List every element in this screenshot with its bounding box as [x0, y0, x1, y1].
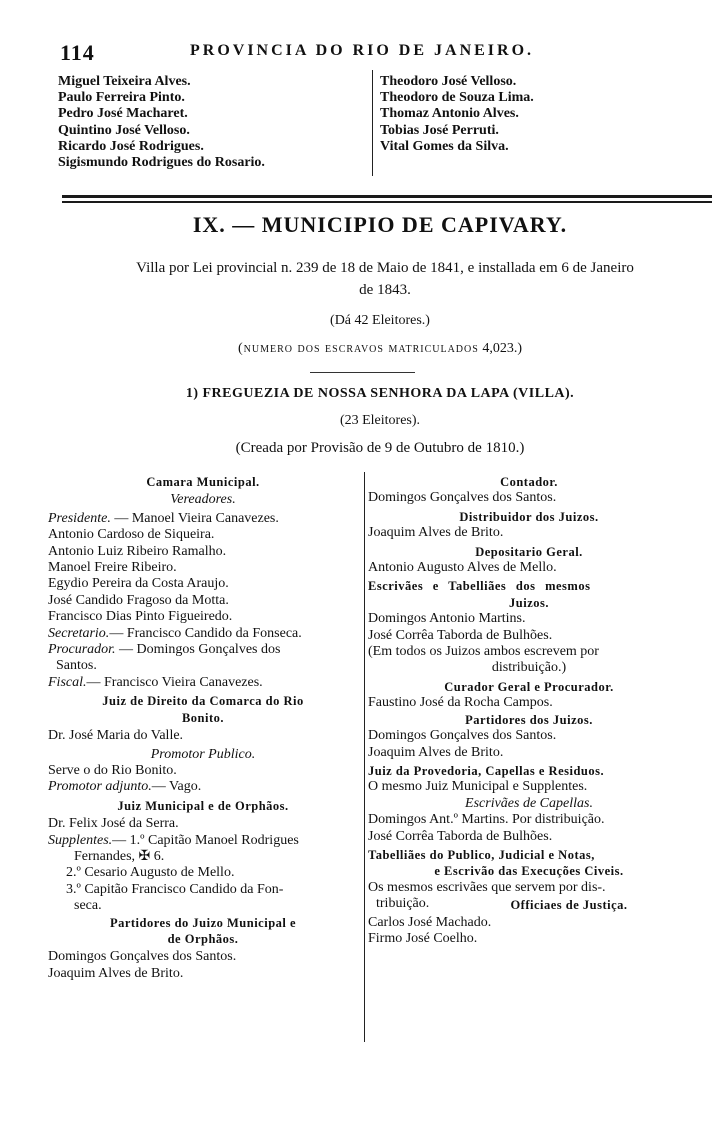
- list-item: Vital Gomes da Silva.: [380, 138, 509, 154]
- escravos-matriculados: [50, 341, 710, 357]
- supplente-3-cont: seca.: [74, 898, 102, 914]
- list-item: Domingos Antonio Martins.: [368, 611, 526, 627]
- list-item: José Corrêa Taborda de Bulhões.: [368, 828, 553, 844]
- list-item: Theodoro José Velloso.: [380, 74, 517, 89]
- curador-name: Faustino José da Rocha Campos.: [368, 695, 553, 711]
- procurador-name: — Domingos Gonçalves dos: [119, 642, 281, 658]
- partidores-juizos-heading: Partidores dos Juizos.: [465, 712, 593, 727]
- list-item: Antonio Cardoso de Siqueira.: [48, 527, 215, 543]
- list-item: Tobias José Perruti.: [380, 122, 499, 138]
- intro-line: Villa por Lei provincial n. 239 de 18 de Maio de 1841, e installada em 6 de Janeiro: [136, 260, 634, 276]
- depositario-name: Antonio Augusto Alves de Mello.: [368, 560, 557, 576]
- list-item: Domingos Gonçalves dos Santos.: [48, 949, 237, 965]
- list-item: Domingos Gonçalves dos Santos.: [368, 728, 557, 744]
- list-item: Francisco Dias Pinto Figueiredo.: [48, 609, 233, 625]
- promotor-adjunto-label: Promotor adjunto.: [48, 779, 152, 795]
- supplente-entry: [48, 833, 358, 849]
- juiz-direito-heading: Juiz de Direito da Comarca do Rio: [102, 694, 304, 709]
- list-item: Miguel Teixeira Alves.: [58, 74, 191, 89]
- municipio-eleitores: (Dá 42 Eleitores.): [330, 313, 430, 328]
- freguezia-creada: (Creada por Provisão de 9 de Outubro de 1810.): [235, 440, 525, 456]
- list-item: Quintino José Velloso.: [58, 122, 190, 138]
- juiz-municipal-heading: Juiz Municipal e de Orphãos.: [117, 798, 289, 813]
- promotor-text: Serve o do Rio Bonito.: [48, 762, 177, 778]
- fiscal-name: — Francisco Vieira Canavezes.: [86, 674, 263, 690]
- intro-line: de 1843.: [359, 282, 411, 298]
- escrivaes-heading-cont: Juizos.: [509, 595, 549, 610]
- list-item: Sigismundo Rodrigues do Rosario.: [58, 155, 265, 171]
- procurador-entry: [48, 642, 358, 658]
- camara-heading: Camara Municipal.: [146, 475, 260, 489]
- supplente-1-cont: Fernandes, ✠ 6.: [74, 848, 165, 864]
- list-item: José Candido Fragoso da Motta.: [48, 592, 229, 608]
- secretario-entry: [48, 626, 358, 642]
- tabelliaes-heading: Tabelliães do Publico, Judicial e Notas,: [368, 847, 595, 862]
- list-item: Antonio Luiz Ribeiro Ramalho.: [48, 543, 227, 559]
- promotor-heading: Promotor Publico.: [150, 746, 256, 762]
- supplente-1: — 1.º Capitão Manoel Rodrigues: [112, 832, 299, 848]
- promotor-adjunto-entry: [48, 779, 358, 795]
- municipio-intro: [60, 257, 710, 301]
- escravos-value: 4,023.): [482, 341, 522, 356]
- escrivaes-note-cont: distribuição.): [491, 660, 567, 676]
- list-item: Joaquim Alves de Brito.: [368, 744, 504, 760]
- juiz-municipal-name: Dr. Felix José da Serra.: [48, 816, 179, 832]
- vereadores-heading: Vereadores.: [170, 492, 236, 508]
- list-item: Ricardo José Rodrigues.: [58, 138, 204, 154]
- left-column: [48, 474, 358, 982]
- supplente-3: 3.º Capitão Francisco Candido da Fon-: [66, 881, 284, 897]
- promotor-adjunto-value: — Vago.: [151, 779, 202, 795]
- column-divider: [364, 472, 365, 1042]
- supplentes-label: Supplentes.: [48, 832, 113, 848]
- column-divider: [372, 70, 373, 176]
- presidente-entry: [48, 511, 358, 527]
- contador-name: Domingos Gonçalves dos Santos.: [368, 490, 557, 506]
- list-item: Paulo Ferreira Pinto.: [58, 90, 185, 106]
- list-item: Egydio Pereira da Costa Araujo.: [48, 576, 229, 592]
- provedoria-heading: Juiz da Provedoria, Capellas e Residuos.: [368, 763, 605, 778]
- tabelliaes-text-cont: tribuição.: [376, 896, 430, 912]
- contador-heading: Contador.: [500, 475, 558, 489]
- top-name-list-right: [380, 74, 534, 155]
- juiz-direito-name: Dr. José Maria do Valle.: [48, 728, 184, 744]
- escrivaes-heading: Escrivães e Tabelliães dos mesmos: [368, 579, 591, 594]
- list-item: Manoel Freire Ribeiro.: [48, 560, 177, 576]
- section-rule: [62, 195, 712, 198]
- freguezia-title: 1) FREGUEZIA DE NOSSA SENHORA DA LAPA (VILLA).: [185, 386, 575, 401]
- secretario-label: Secretario.: [48, 625, 110, 641]
- list-item: Joaquim Alves de Brito.: [48, 965, 184, 981]
- secretario-name: — Francisco Candido da Fonseca.: [109, 625, 302, 641]
- tabelliaes-heading-cont: e Escrivão das Execuções Civeis.: [434, 864, 624, 879]
- list-item: José Corrêa Taborda de Bulhões.: [368, 627, 553, 643]
- list-item: Domingos Ant.º Martins. Por distribuição.: [368, 812, 605, 828]
- section-rule: [62, 201, 712, 203]
- fiscal-entry: [48, 675, 358, 691]
- list-item: Pedro José Macharet.: [58, 106, 188, 122]
- escrivaes-note: (Em todos os Juizos ambos escrevem por: [368, 644, 599, 660]
- short-rule: [310, 372, 415, 373]
- running-title: PROVINCIA DO RIO DE JANEIRO.: [190, 42, 535, 59]
- provedoria-text: O mesmo Juiz Municipal e Supplentes.: [368, 779, 588, 795]
- presidente-name: — Manoel Vieira Canavezes.: [114, 510, 279, 526]
- depositario-heading: Depositario Geral.: [475, 544, 583, 559]
- page-number: 114: [60, 40, 95, 65]
- distribuidor-name: Joaquim Alves de Brito.: [368, 525, 504, 541]
- distribuidor-heading: Distribuidor dos Juizos.: [459, 509, 599, 524]
- procurador-label: Procurador.: [48, 642, 116, 658]
- curador-heading: Curador Geral e Procurador.: [444, 679, 614, 694]
- list-item: Carlos José Machado.: [368, 914, 492, 930]
- presidente-label: Presidente.: [48, 510, 111, 526]
- escravos-label: (numero dos escravos matriculados: [238, 341, 479, 356]
- top-name-list-left: [58, 74, 265, 171]
- municipio-title: IX. — MUNICIPIO DE CAPIVARY.: [192, 212, 568, 237]
- partidores-municipal-heading-cont: de Orphãos.: [167, 931, 239, 946]
- officiaes-heading: Officiaes de Justiça.: [510, 897, 628, 912]
- list-item: Theodoro de Souza Lima.: [380, 90, 534, 106]
- list-item: Thomaz Antonio Alves.: [380, 106, 519, 122]
- supplente-2: 2.º Cesario Augusto de Mello.: [66, 865, 235, 881]
- fiscal-label: Fiscal.: [48, 674, 87, 690]
- partidores-municipal-heading: Partidores do Juizo Municipal e: [109, 915, 297, 930]
- list-item: Firmo José Coelho.: [368, 931, 478, 947]
- juiz-direito-heading-cont: Bonito.: [181, 710, 225, 725]
- right-column: [368, 474, 690, 948]
- tabelliaes-text: Os mesmos escrivães que servem por dis-.: [368, 879, 606, 895]
- freguezia-eleitores: (23 Eleitores).: [339, 413, 421, 428]
- procurador-name-cont: Santos.: [56, 658, 97, 674]
- escrivaes-capellas-heading: Escrivães de Capellas.: [465, 795, 593, 811]
